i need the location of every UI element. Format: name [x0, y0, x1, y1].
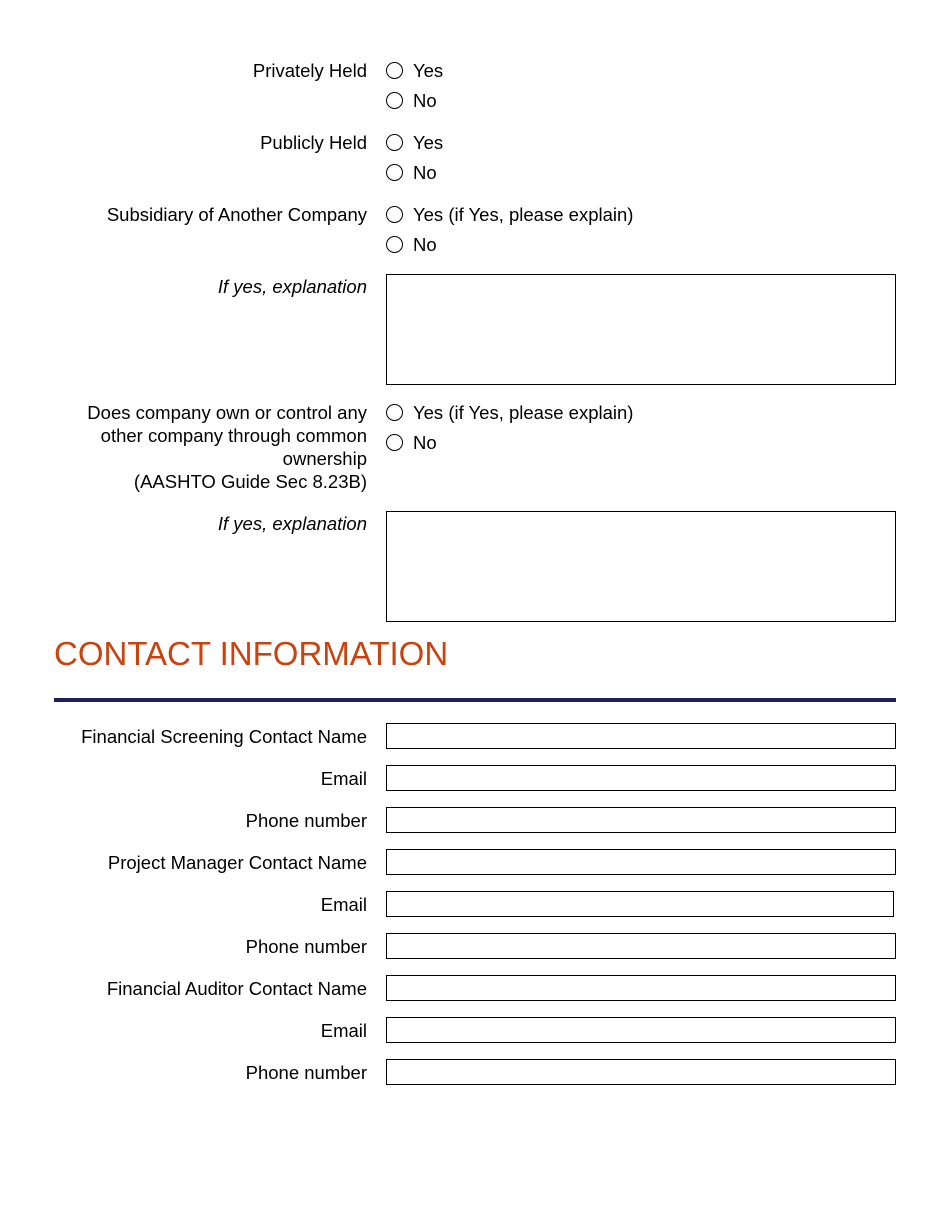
publicly-held-no-option[interactable]: [386, 161, 437, 184]
radio-button-icon[interactable]: [386, 404, 403, 421]
option-label: No: [413, 89, 437, 111]
radio-button-icon[interactable]: [386, 206, 403, 223]
financial-screening-contact-name-label: Financial Screening Contact Name: [81, 726, 367, 747]
option-label: Yes (if Yes, please explain): [413, 203, 634, 225]
common-ownership-label-line: Does company own or control any: [87, 402, 367, 423]
subsidiary-no-option[interactable]: [386, 233, 437, 256]
option-label: Yes (if Yes, please explain): [413, 401, 634, 423]
financial-auditor-phone-label: Phone number: [245, 1062, 367, 1083]
project-manager-contact-name-label: Project Manager Contact Name: [107, 852, 367, 873]
option-label: No: [413, 431, 437, 453]
common-ownership-label-line: (AASHTO Guide Sec 8.23B): [133, 471, 367, 492]
project-manager-email-input[interactable]: [386, 891, 894, 917]
project-manager-phone-input[interactable]: [386, 933, 896, 959]
privately-held-yes-option[interactable]: [386, 59, 443, 82]
privately-held-no-option[interactable]: [386, 89, 437, 112]
subsidiary-label: Subsidiary of Another Company: [106, 204, 367, 225]
common-ownership-yes-option[interactable]: [386, 401, 633, 424]
option-label: Yes: [413, 131, 444, 153]
radio-button-icon[interactable]: [386, 164, 403, 181]
section-divider: [54, 698, 896, 702]
subsidiary-yes-option[interactable]: [386, 203, 633, 226]
project-manager-email-label: Email: [320, 894, 367, 915]
radio-button-icon[interactable]: [386, 134, 403, 151]
common-ownership-label-line: other company through common: [100, 425, 367, 446]
financial-auditor-email-label: Email: [320, 1020, 367, 1041]
radio-button-icon[interactable]: [386, 434, 403, 451]
financial-auditor-contact-name-input[interactable]: [386, 975, 896, 1001]
financial-screening-phone-label: Phone number: [245, 810, 367, 831]
common-ownership-explanation-textarea[interactable]: [386, 511, 896, 622]
radio-button-icon[interactable]: [386, 236, 403, 253]
radio-button-icon[interactable]: [386, 62, 403, 79]
subsidiary-explanation-label: If yes, explanation: [217, 276, 367, 297]
option-label: No: [413, 233, 437, 255]
publicly-held-label: Publicly Held: [260, 132, 367, 153]
common-ownership-explanation-label: If yes, explanation: [217, 513, 367, 534]
project-manager-phone-label: Phone number: [245, 936, 367, 957]
financial-auditor-contact-name-label: Financial Auditor Contact Name: [106, 978, 367, 999]
option-label: No: [413, 161, 437, 183]
project-manager-contact-name-input[interactable]: [386, 849, 896, 875]
financial-auditor-email-input[interactable]: [386, 1017, 896, 1043]
financial-screening-email-label: Email: [320, 768, 367, 789]
publicly-held-yes-option[interactable]: [386, 131, 443, 154]
financial-auditor-phone-input[interactable]: [386, 1059, 896, 1085]
radio-button-icon[interactable]: [386, 92, 403, 109]
privately-held-label: Privately Held: [252, 60, 367, 81]
common-ownership-no-option[interactable]: [386, 431, 437, 454]
common-ownership-label: [87, 401, 367, 493]
financial-screening-phone-input[interactable]: [386, 807, 896, 833]
section-title-contact-information: CONTACT INFORMATION: [54, 635, 449, 672]
financial-screening-email-input[interactable]: [386, 765, 896, 791]
option-label: Yes: [413, 59, 444, 81]
financial-screening-contact-name-input[interactable]: [386, 723, 896, 749]
common-ownership-label-line: ownership: [282, 448, 367, 469]
subsidiary-explanation-textarea[interactable]: [386, 274, 896, 385]
